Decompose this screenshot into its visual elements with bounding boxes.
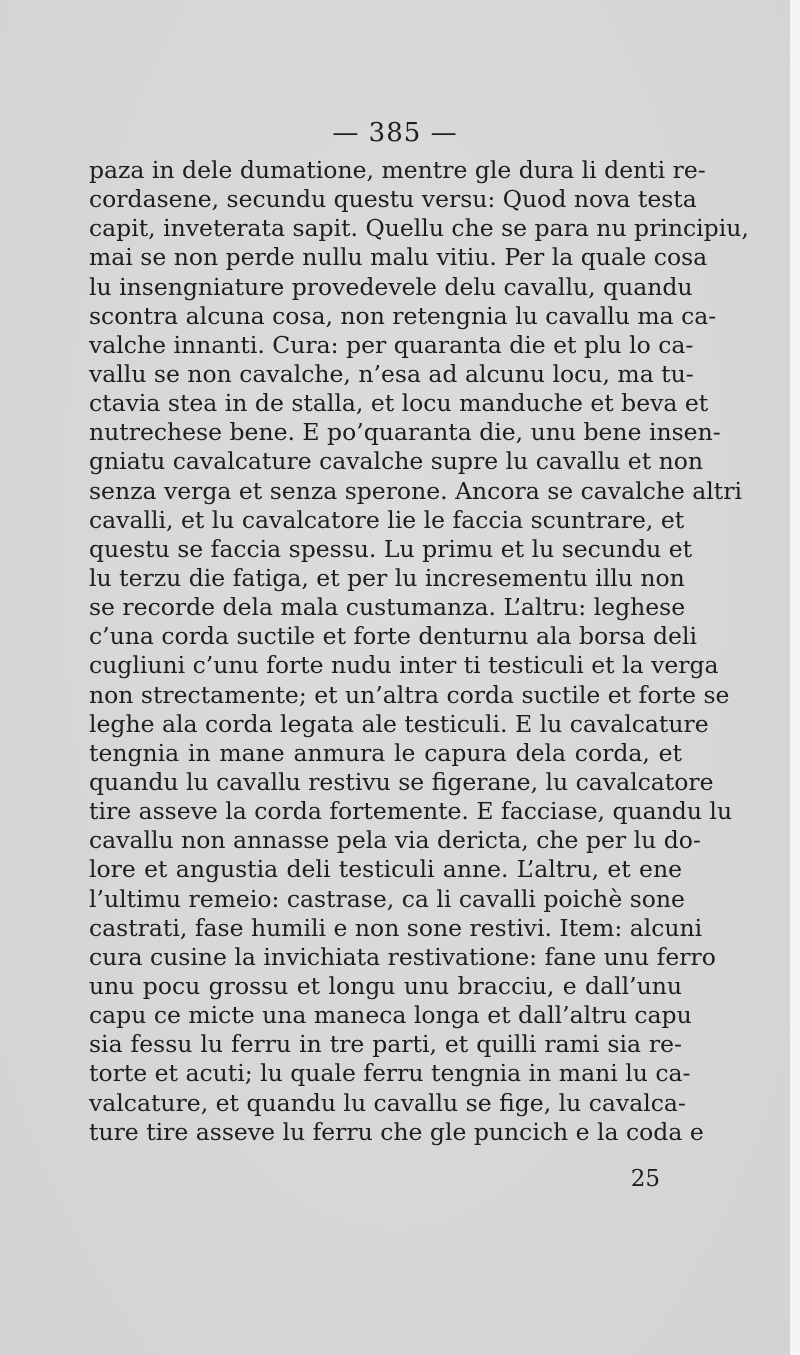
text-line: scontra alcuna cosa, non retengnia lu cavallu ma ca-: [89, 301, 717, 330]
text-line: valche innanti. Cura: per quaranta die et plu lo ca-: [89, 330, 694, 359]
page-edge: [790, 0, 800, 1355]
text-line: leghe ala corda legata ale testiculi. E lu cavalcature: [89, 709, 709, 738]
signature-mark: 25: [630, 1166, 660, 1192]
text-line: mai se non perde nullu malu vitiu. Per la quale cosa: [89, 243, 708, 272]
text-line: c’una corda suctile et forte denturnu ala borsa deli: [89, 622, 697, 651]
text-line: ctavia stea in de stalla, et locu manduche et beva et: [89, 389, 709, 418]
text-line: non strectamente; et un’altra corda suctile et forte se: [89, 680, 730, 709]
text-line: quandu lu cavallu restivu se figerane, lu cavalcatore: [89, 767, 714, 796]
text-line: cura cusine la invichiata restivatione: fane unu ferro: [89, 942, 716, 971]
text-line: castrati, fase humili e non sone restivi. Item: alcuni: [89, 913, 703, 942]
page-body-text: [89, 156, 749, 1147]
text-line: gniatu cavalcature cavalche supre lu cavallu et non: [89, 447, 704, 476]
text-line: cavalli, et lu cavalcatore lie le faccia scuntrare, et: [89, 505, 685, 534]
text-line: lore et angustia deli testiculi anne. L’altru, et ene: [89, 855, 682, 884]
text-line: capu ce micte una maneca longa et dall’altru capu: [89, 1001, 692, 1030]
text-line: cugliuni c’unu forte nudu inter ti testiculi et la verga: [89, 651, 719, 680]
text-line: valcature, et quandu lu cavallu se fige, lu cavalca-: [89, 1088, 686, 1117]
text-line: tire asseve la corda fortemente. E facciase, quandu lu: [89, 797, 733, 826]
text-line: unu pocu grossu et longu unu bracciu, e dall’unu: [89, 971, 682, 1000]
text-line: ture tire asseve lu ferru che gle puncich e la coda e: [89, 1117, 704, 1146]
text-line: cordasene, secundu questu versu: Quod nova testa: [89, 185, 697, 214]
text-line: torte et acuti; lu quale ferru tengnia in mani lu ca-: [89, 1059, 691, 1088]
text-line: nutrechese bene. E po’quaranta die, unu bene insen-: [89, 418, 721, 447]
page-number-header: — 385 —: [332, 118, 458, 148]
text-line: questu se faccia spessu. Lu primu et lu secundu et: [89, 534, 693, 563]
text-line: tengnia in mane anmura le capura dela corda, et: [89, 738, 682, 767]
text-line: paza in dele dumatione, mentre gle dura li denti re-: [89, 156, 706, 184]
text-line: lu terzu die fatiga, et per lu incresementu illu non: [89, 563, 685, 592]
text-line: senza verga et senza sperone. Ancora se cavalche altri: [89, 476, 742, 505]
text-line: se recorde dela mala custumanza. L’altru: leghese: [89, 593, 686, 622]
text-line: vallu se non cavalche, n’esa ad alcunu locu, ma tu-: [89, 359, 694, 388]
text-line: lu insengniature provedevele delu cavallu, quandu: [89, 272, 693, 301]
text-line: sia fessu lu ferru in tre parti, et quilli rami sia re-: [89, 1030, 682, 1059]
text-line: cavallu non annasse pela via dericta, che per lu do-: [89, 826, 701, 855]
text-line: l’ultimu remeio: castrase, ca li cavalli poichè sone: [89, 884, 685, 913]
text-line: capit, inveterata sapit. Quellu che se para nu principiu,: [89, 214, 749, 243]
